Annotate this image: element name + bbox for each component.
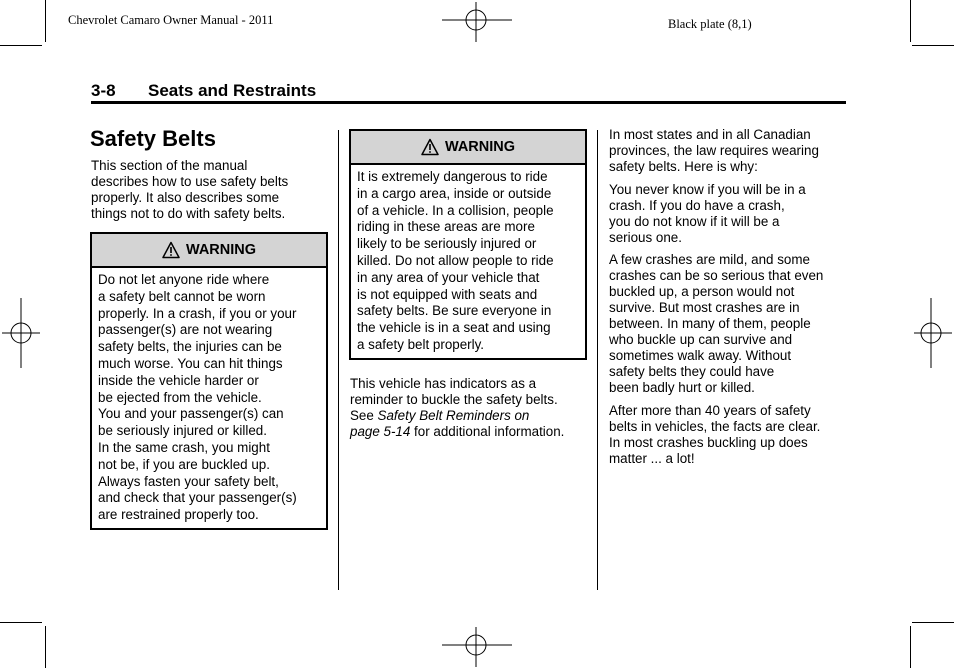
text-line: is not equipped with seats and (357, 286, 538, 302)
text-line: safety belts, the injuries can be (98, 339, 282, 355)
plate-label: Black plate (8,1) (668, 17, 752, 31)
warning-header (92, 234, 326, 268)
crop-mark (0, 622, 42, 623)
crop-mark (0, 45, 42, 46)
column-divider (597, 130, 598, 590)
text-line: You never know if you will be in a (609, 182, 806, 197)
text-line: properly. In a crash, if you or your (98, 305, 297, 321)
text-line: This section of the manual (91, 158, 248, 173)
text-line: you do not know if it will be a (609, 214, 780, 229)
text-line: much worse. You can hit things (98, 355, 283, 371)
paragraph (609, 127, 819, 175)
text-line: are restrained properly too. (98, 507, 259, 523)
text-line: Always fasten your safety belt, (98, 473, 279, 489)
warning-icon (162, 241, 180, 259)
text-line: survive. But most crashes are in (609, 300, 800, 315)
text-line: safety belts. Here is why: (609, 159, 758, 174)
text-line: be ejected from the vehicle. (98, 389, 262, 405)
column-divider (338, 130, 339, 590)
text-line: describes how to use safety belts (91, 174, 289, 189)
text-line: inside the vehicle harder or (98, 372, 259, 388)
text-line: properly. It also describes some (91, 190, 280, 205)
text-line: This vehicle has indicators as a (350, 376, 537, 391)
text-line: of a vehicle. In a collision, people (357, 202, 554, 218)
text-line: between. In many of them, people (609, 316, 811, 331)
reminder-paragraph (350, 376, 564, 440)
text-line: It is extremely dangerous to ride (357, 169, 548, 184)
warning-label: WARNING (185, 242, 257, 258)
text-line: provinces, the law requires wearing (609, 143, 819, 158)
section-rule (91, 101, 846, 104)
text-line: safety belts. Be sure everyone in (357, 303, 552, 319)
text-line: After more than 40 years of safety (609, 403, 811, 418)
warning-label: WARNING (444, 139, 516, 155)
section-title: Seats and Restraints (148, 81, 317, 100)
text-line: safety belts they could have (609, 364, 775, 379)
text-line: who buckle up can survive and (609, 332, 793, 347)
text-line: crashes can be so serious that even (609, 268, 824, 283)
text-line: the vehicle is in a seat and using (357, 320, 551, 336)
registration-mark-top (440, 0, 516, 46)
text-line: In most states and in all Canadian (609, 127, 811, 142)
text-line (350, 424, 564, 440)
warning-text (357, 169, 554, 354)
text-line: a safety belt cannot be worn (98, 288, 266, 304)
crop-mark (45, 0, 46, 42)
text-line: matter ... a lot! (609, 451, 695, 466)
warning-text (98, 272, 297, 524)
text-line: and check that your passenger(s) (98, 490, 297, 506)
text-line: In the same crash, you might (98, 439, 270, 455)
text-line: likely to be seriously injured or (357, 236, 537, 252)
text-line: things not to do with safety belts. (91, 206, 286, 221)
text-line: riding in these areas are more (357, 219, 535, 235)
text-line: been badly hurt or killed. (609, 380, 755, 395)
registration-mark-right (912, 296, 954, 372)
text-line: in a cargo area, inside or outside (357, 185, 552, 201)
text-line: sometimes walk away. Without (609, 348, 792, 363)
text-line: crash. If you do have a crash, (609, 198, 785, 213)
after-text: for additional information. (410, 424, 565, 439)
paragraph (609, 403, 820, 467)
text-line: passenger(s) are not wearing (98, 322, 273, 338)
text-line: be seriously injured or killed. (98, 423, 267, 439)
registration-mark-bottom (440, 625, 516, 668)
section-heading (91, 81, 316, 101)
text-line: reminder to buckle the safety belts. (350, 392, 558, 407)
see-text: See (350, 408, 378, 423)
paragraph (609, 252, 823, 396)
text-line: You and your passenger(s) can (98, 406, 284, 422)
text-line: not be, if you are buckled up. (98, 456, 270, 472)
crop-mark (910, 626, 911, 668)
text-line: Do not let anyone ride where (98, 272, 270, 287)
text-line: killed. Do not allow people to ride (357, 252, 554, 268)
section-number: 3-8 (91, 81, 116, 100)
crop-mark (910, 0, 911, 42)
page-title: Safety Belts (90, 126, 216, 151)
text-line (350, 408, 564, 424)
cross-reference-link[interactable]: Safety Belt Reminders on (377, 408, 530, 423)
warning-icon (421, 138, 439, 156)
manual-title: Chevrolet Camaro Owner Manual - 2011 (68, 13, 274, 27)
text-line: serious one. (609, 230, 682, 245)
text-line: buckled up, a person would not (609, 284, 795, 299)
text-line: In most crashes buckling up does (609, 435, 808, 450)
warning-box (349, 129, 587, 360)
crop-mark (912, 45, 954, 46)
registration-mark-left (0, 296, 42, 372)
text-line: a safety belt properly. (357, 336, 485, 352)
paragraph (609, 182, 806, 246)
warning-header (351, 131, 585, 165)
text-line: A few crashes are mild, and some (609, 252, 810, 267)
text-line: in any area of your vehicle that (357, 269, 540, 285)
intro-paragraph (91, 158, 288, 222)
crop-mark (45, 626, 46, 668)
warning-box (90, 232, 328, 530)
cross-reference-link[interactable]: page 5-14 (350, 424, 411, 439)
crop-mark (912, 622, 954, 623)
text-line: belts in vehicles, the facts are clear. (609, 419, 821, 434)
